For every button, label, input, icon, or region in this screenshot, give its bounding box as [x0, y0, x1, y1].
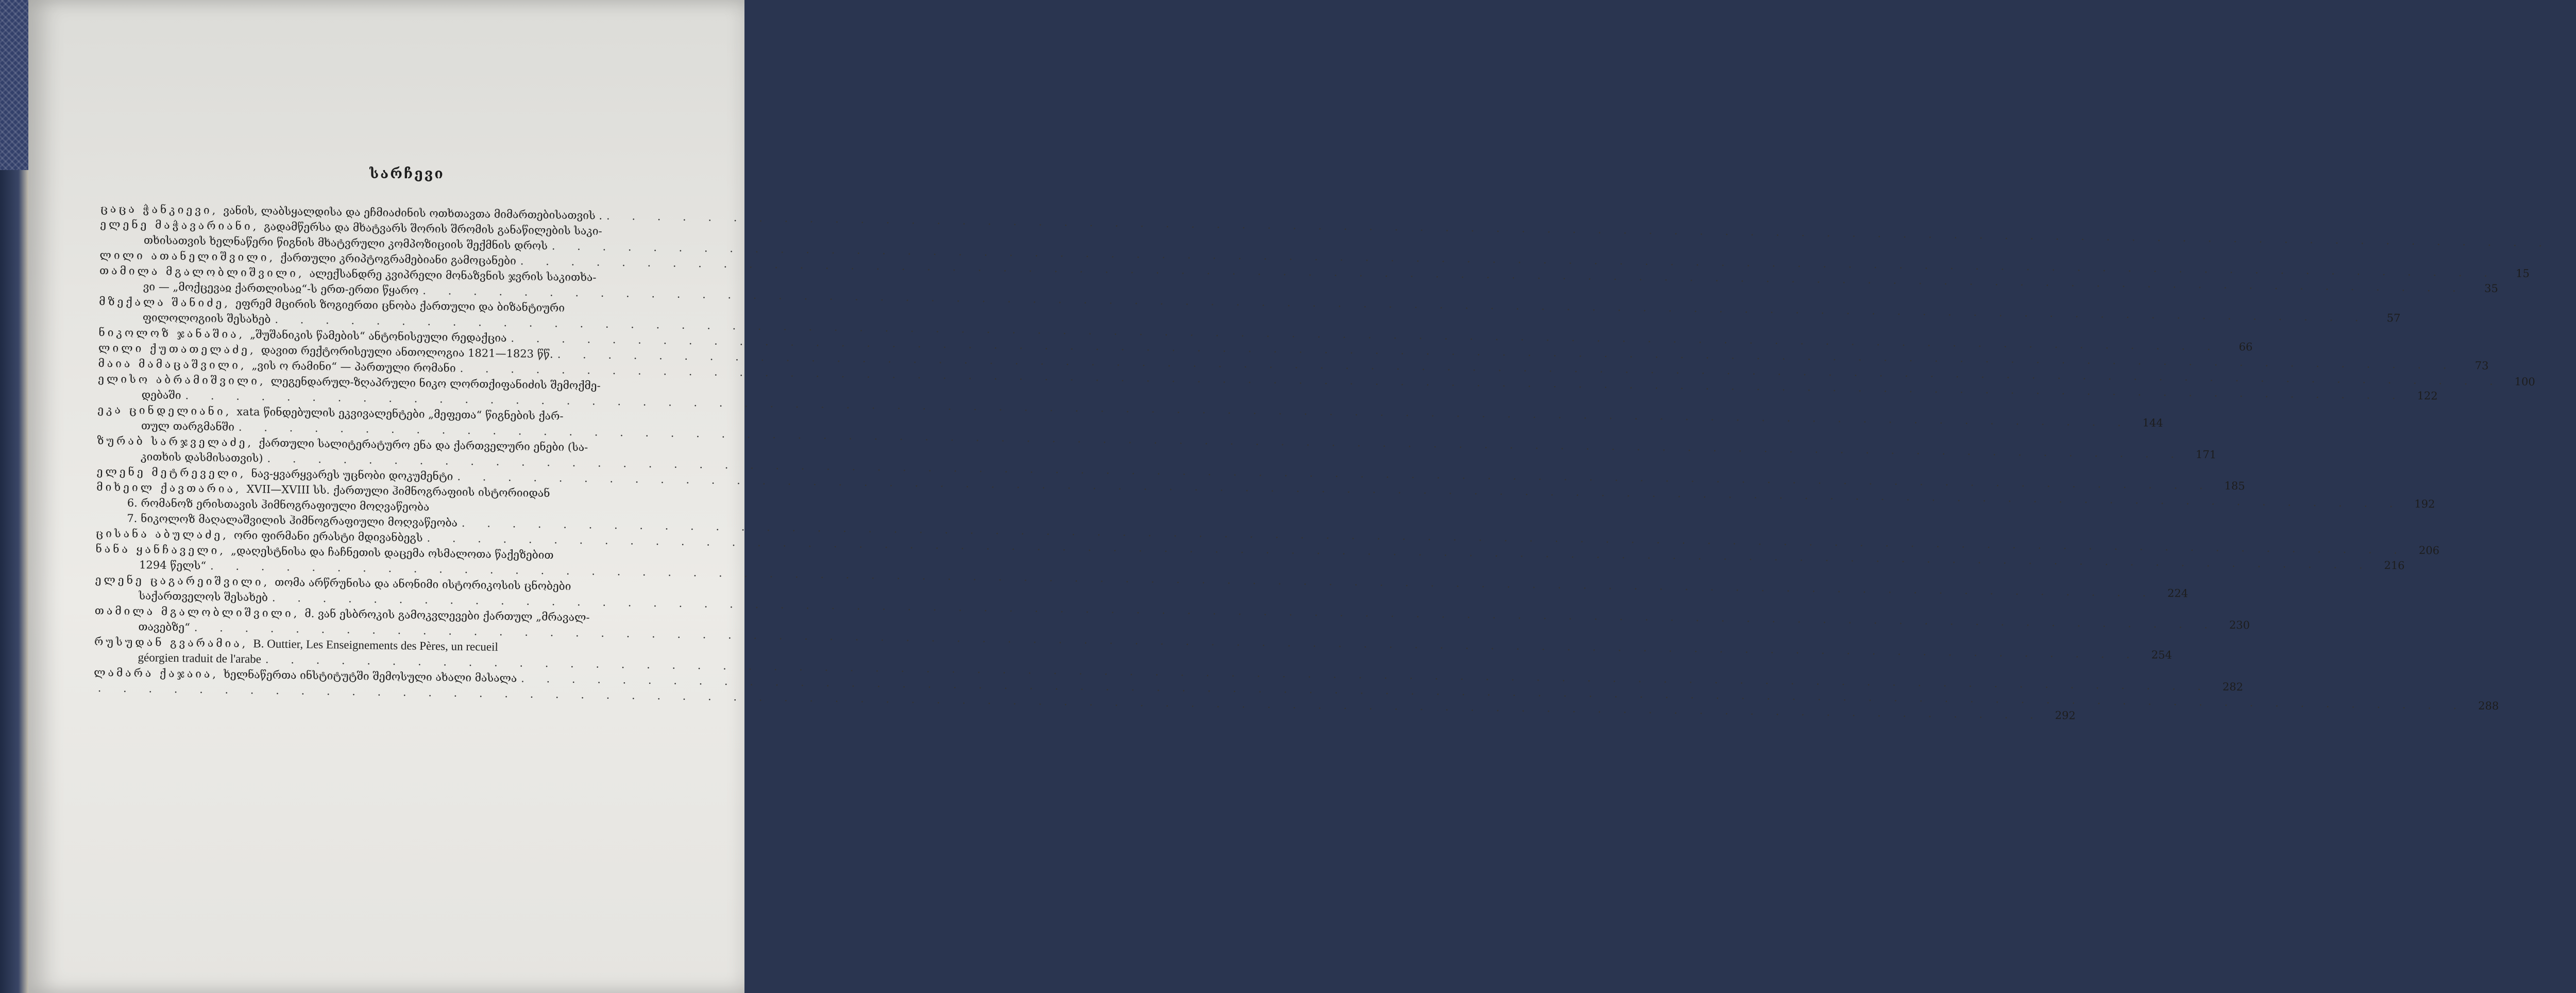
toc-author: მაია მამაცაშვილი,	[98, 357, 247, 372]
toc-author: ცისანა აბულაძე,	[95, 527, 229, 542]
line-spacer	[602, 235, 698, 237]
toc-title-text: „ვის ო რამინი“ — პართული რომანი	[251, 359, 456, 375]
toc-title-text: 7. ნიკოლოზ მაღალაშვილის ჰიმნოგრაფიული მოღვაწეობა	[127, 512, 458, 529]
toc-title-text: ორი ფირმანი ერასტი მდივანბეგს	[233, 529, 423, 544]
toc-author: ნანა ყანჩაველი,	[95, 542, 226, 557]
page-number: 254	[2151, 648, 2172, 662]
page-number: 224	[2167, 587, 2189, 600]
toc-title-text: ვანის, ლაბსყალდისა და ეჩმიაძინის ოთხთავთა მიმართებისათვის .	[223, 204, 603, 222]
toc-title-text: ნავ-ყვარყვარეს უცნობი დოკუმენტი	[251, 467, 453, 483]
toc-title-text: „დაღესტნისა და ჩაჩნეთის დაცემა ოსმალოთა წაქეზებით	[230, 544, 554, 562]
toc-author: ელენე ცაგარეიშვილი,	[95, 573, 270, 588]
toc-title-text: დებაში	[141, 389, 181, 402]
page-number: 282	[2222, 680, 2244, 694]
toc-author: თამილა მგალობლიშვილი,	[94, 604, 300, 620]
toc-title-text: საქართველოს შესახებ	[139, 590, 268, 604]
toc-author: ლილი ათანელიშვილი,	[99, 248, 276, 264]
page-number: 185	[2224, 479, 2245, 493]
page-number	[2555, 235, 2576, 251]
page-title: სარჩევი	[369, 166, 445, 182]
line-spacer	[588, 451, 694, 452]
page-number: 192	[2414, 497, 2435, 511]
toc-author: ლამარა ქაჯაია,	[94, 666, 219, 681]
toc-title-text: ლეგენდარულ-ზღაპრული ნიკო ლორთქიფანიძის შემოქმე-	[270, 375, 601, 392]
toc-title-text: B. Outtier, Les Enseignements des Pères, un recueil	[253, 637, 499, 653]
line-spacer	[601, 390, 696, 391]
toc-title-text: თულ თარგმანში	[141, 419, 235, 433]
page-number: 206	[2418, 544, 2440, 557]
toc-title-text: მ. ვან ესბროკის გამოკვლევები ქართულ „მრავალ-	[304, 607, 590, 624]
page-number: 288	[2478, 699, 2499, 713]
toc-title-text: 1294 წელს“	[139, 559, 207, 572]
page-number: 230	[2229, 618, 2250, 632]
page-number: 122	[2417, 389, 2438, 402]
toc-title-text: XVII—XVIII სს. ქართული ჰიმნოგრაფიის ისტორიიდან	[246, 483, 550, 500]
toc-title-text: géorgien traduit de l'arabe	[138, 651, 262, 666]
page-number: 57	[2386, 311, 2401, 325]
line-spacer	[554, 559, 693, 561]
toc-author: მიხეილ ქავთარია,	[96, 480, 242, 495]
line-spacer	[550, 497, 694, 499]
page-number: 73	[2475, 359, 2489, 372]
book-page	[28, 0, 2535, 993]
line-spacer	[498, 651, 692, 653]
toc-title-text: ქართული სალიტერატურო ენა და ქართველური ენები (სა-	[259, 436, 588, 454]
page-number: 66	[2239, 340, 2253, 354]
toc-author: ლილი ქუთათელაძე,	[98, 341, 256, 357]
toc-title-text: ალექსანდრე კვიპრელი მონაზვნის ჯვრის საკითხა-	[309, 267, 597, 284]
toc-author: თამილა მგალობლიშვილი,	[99, 264, 304, 280]
toc-title-text: თხისათვის ხელნაწერი წიგნის მხატვრული კომპოზიციის შექმნის დროს	[143, 234, 548, 253]
page-number: 171	[2195, 448, 2217, 461]
toc-author: ელენე მეტრეველი,	[96, 465, 246, 480]
toc-author: ეკა ცინდელიანი,	[97, 403, 232, 418]
toc-author: ელენე მაჭავარიანი,	[100, 217, 259, 233]
line-spacer	[429, 511, 693, 514]
line-spacer	[563, 420, 695, 422]
line-spacer	[571, 590, 692, 592]
toc-author: ცაცა ჭანკიევი,	[100, 202, 218, 217]
page-number: 100	[2514, 375, 2535, 389]
toc-title-text: xata წინდებულის ეკვივალენტები „მეფეთა“ წიგნების ქარ-	[236, 405, 564, 423]
page-number: 216	[2384, 559, 2405, 572]
toc-author: რუსუდან გვარამია,	[94, 635, 248, 650]
table-of-contents	[94, 201, 2535, 722]
toc-title-text: ქართული კრიპტოგრამებიანი გამოცანები	[280, 251, 517, 267]
line-spacer	[596, 281, 697, 282]
toc-title-text: „შუშანიკის წამების“ ანტონისეული რედაქცია	[250, 328, 507, 345]
toc-title-text: კითხის დასმისათვის)	[140, 450, 263, 465]
toc-title-text: გადამწერსა და მხატვარს შორის შრომის განაწილების საკი-	[264, 220, 602, 238]
toc-title-text: ვი — „მოქცევაჲ ქართლისაჲ“-ს ერთ-ერთი წყარო	[143, 280, 419, 297]
page-number: 144	[2142, 416, 2163, 429]
toc-author: ნიკოლოზ ჯანაშია,	[98, 326, 245, 341]
page-number: 35	[2484, 282, 2498, 295]
toc-title-text: ეფრემ მცირის ზოგიერთი ცნობა ქართული და ბიზანტიური	[235, 297, 565, 314]
toc-title-text: თავებზე“	[138, 620, 191, 634]
toc-title-text: 6. რომანოზ ერისთავის ჰიმნოგრაფიული მოღვაწეობა	[127, 496, 430, 513]
toc-author: ელისო აბრამიშვილი,	[98, 372, 266, 388]
line-spacer	[565, 312, 697, 314]
page-number: 15	[2515, 267, 2530, 280]
line-spacer	[589, 621, 692, 622]
toc-title-text: ფილოლოგიის შესახებ	[142, 311, 271, 326]
toc-title-text: ხელნაწერთა ინსტიტუტში შემოსული ახალი მასალა	[223, 668, 517, 685]
toc-title-text: თომა არწრუნისა და ანონიმი ისტორიკოსის ცნობები	[275, 576, 571, 593]
toc-author: მზექალა შანიძე,	[99, 295, 231, 310]
toc-title-text: დავით რექტორისეული ანთოლოგია 1821—1823 წწ.	[261, 344, 553, 361]
cloth-background	[0, 0, 31, 170]
page-number: 292	[2055, 709, 2076, 722]
toc-author: ზურაბ სარჯველაძე,	[97, 434, 254, 449]
